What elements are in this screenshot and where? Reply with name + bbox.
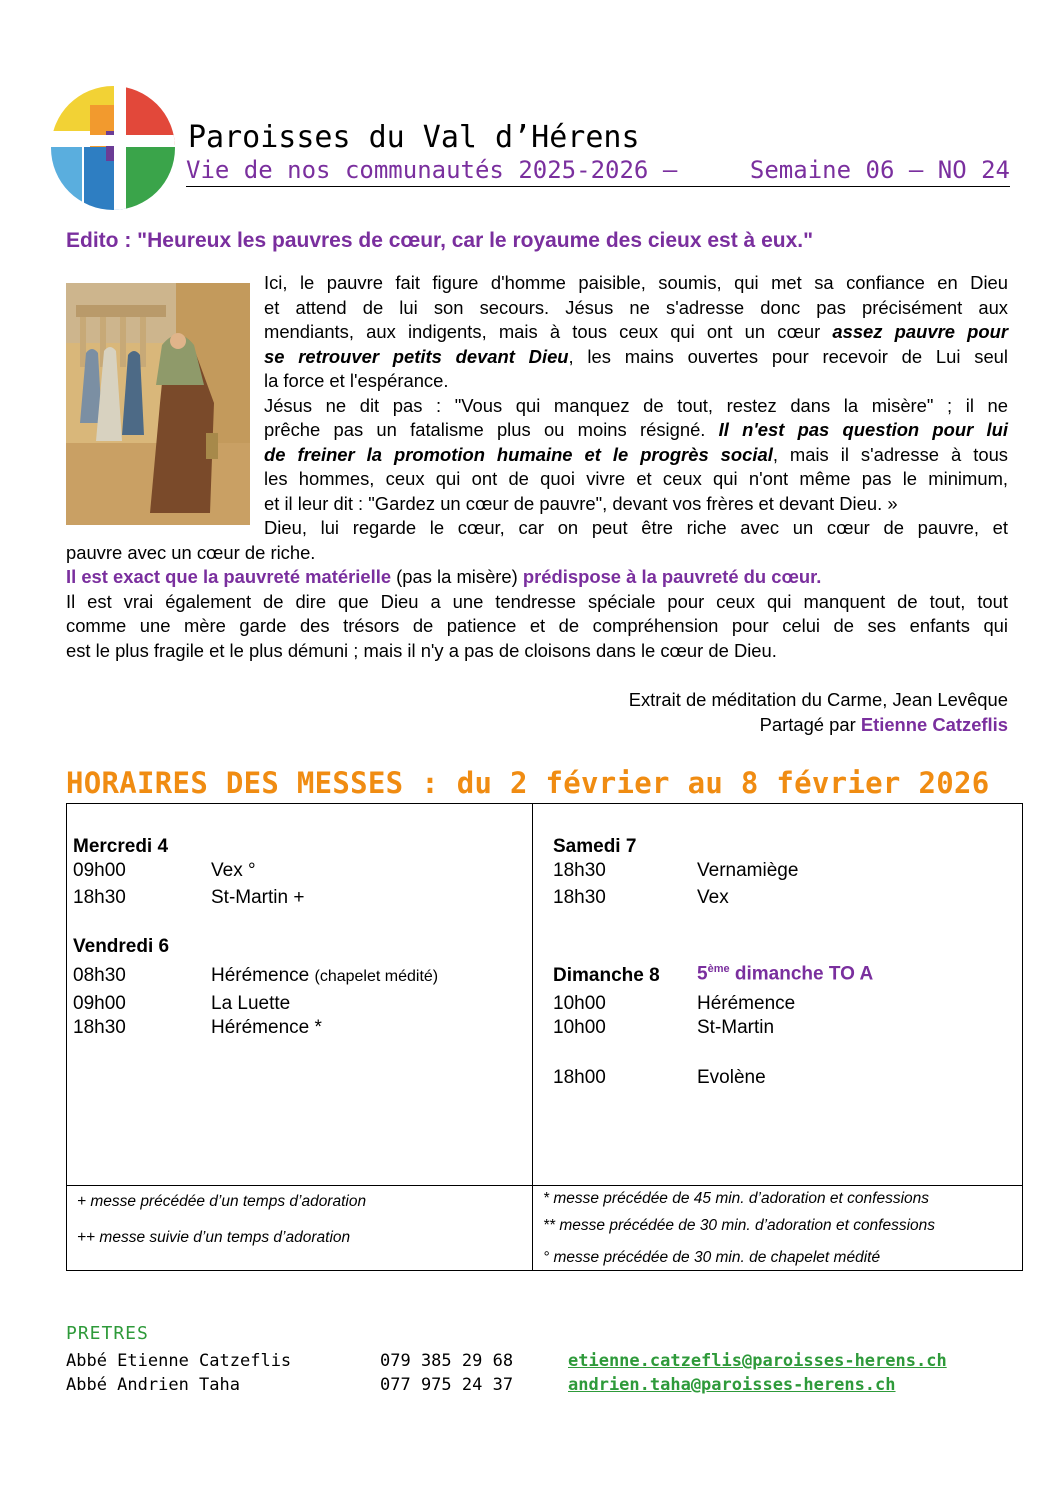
priest-name: Abbé Etienne Catzeflis — [66, 1351, 292, 1371]
edito-p2-line1: Jésus ne dit pas : "Vous qui manquez de tout, restez dans la misère" ; il ne — [264, 395, 1008, 416]
mass-schedule-title: HORAIRES DES MESSES : du 2 février au 8 février 2026 — [66, 766, 990, 800]
mass-time: 09h00 — [73, 860, 126, 881]
edito-p5-line1: Il est vrai également de dire que Dieu a une tendresse spéciale pour ceux qui manquent de tout, tout — [66, 591, 1008, 612]
text-span: , les mains ouvertes pour recevoir de Lui seul — [568, 346, 1008, 367]
edito-p1-line5: la force et l'espérance. — [264, 370, 449, 391]
highlight-span: prédispose à la pauvreté du cœur. — [522, 566, 822, 587]
edito-p2-line3 — [264, 443, 1008, 468]
mass-time: 10h00 — [553, 1017, 606, 1038]
edito-p2-line2 — [264, 418, 1008, 443]
text-span: mendiants, aux indigents, mais à tous ceux qui ont un cœur — [264, 321, 833, 342]
legend-note: ++ messe suivie d’un temps d’adoration — [77, 1229, 351, 1246]
edito-source: Extrait de méditation du Carme, Jean Levêque — [628, 689, 1008, 710]
mass-place: Vex ° — [211, 860, 256, 881]
legend-note: ** messe précédée de 30 min. d’adoration et confessions — [543, 1217, 936, 1234]
edito-p2-line4: les hommes, ceux qui ont de quoi vivre et ceux qui n'ont même pas le minimum, — [264, 468, 1008, 489]
priest-email-link[interactable]: etienne.catzeflis@paroisses-herens.ch — [568, 1351, 947, 1371]
mass-time: 08h30 — [73, 965, 126, 986]
emphasis-span: se retrouver petits devant Dieu — [264, 346, 569, 367]
text-span: prêche pas un fatalisme plus ou moins résigné. — [264, 419, 719, 440]
text-span: 5 — [697, 963, 708, 985]
emphasis-span: de freiner la promotion humaine et le progrès social — [264, 444, 773, 465]
legend-note: * messe précédée de 45 min. d’adoration et confessions — [543, 1190, 930, 1207]
edito-p5-line2: comme une mère garde des trésors de patience et de compréhension pour celui de ses enfants qui — [66, 615, 1008, 636]
mass-place: St-Martin — [697, 1017, 775, 1038]
text-span: , mais il s'adresse à tous — [772, 444, 1009, 465]
edito-p5-line3: est le plus fragile et le plus démuni ; mais il n'y a pas de cloisons dans le cœur de Dieu. — [66, 640, 777, 661]
text-span: (pas la misère) — [391, 566, 523, 587]
mass-time: 10h00 — [553, 993, 606, 1014]
mass-time: 18h30 — [73, 1017, 126, 1038]
column-divider — [532, 804, 533, 1270]
text-span: dimanche TO A — [729, 963, 874, 985]
priest-name: Abbé Andrien Taha — [66, 1375, 240, 1395]
edito-shared-by — [400, 713, 1008, 738]
mass-place: Evolène — [697, 1067, 766, 1088]
mass-time: 18h30 — [73, 887, 126, 908]
edito-p1-line1: Ici, le pauvre fait figure d'homme paisible, soumis, qui met sa confiance en Dieu — [264, 272, 1008, 293]
emphasis-span: Il n'est pas question pour lui — [718, 419, 1008, 440]
priest-phone: 077 975 24 37 — [380, 1375, 514, 1395]
edito-p2-line5: et il leur dit : "Gardez un cœur de pauvre", devant vos frères et devant Dieu. » — [264, 493, 898, 514]
day-heading: Samedi 7 — [553, 836, 637, 857]
highlight-span: Il est exact que la pauvreté matérielle — [66, 566, 392, 587]
text-span: Partagé par — [759, 714, 861, 735]
text-span: Hérémence — [211, 965, 315, 986]
emphasis-span: assez pauvre pour — [832, 321, 1008, 342]
priest-phone: 079 385 29 68 — [380, 1351, 514, 1371]
mass-place: St-Martin + — [211, 887, 305, 908]
mass-place: La Luette — [211, 993, 291, 1014]
parish-logo — [50, 85, 176, 211]
edito-p1-line4 — [264, 345, 1008, 370]
day-heading: Dimanche 8 — [553, 965, 660, 986]
edito-p1-line3 — [264, 320, 1008, 345]
ordinal-suffix: ème — [707, 963, 730, 975]
priests-title: PRETRES — [66, 1323, 149, 1344]
page-subtitle — [186, 156, 1010, 187]
mass-time: 18h30 — [553, 887, 606, 908]
edito-p3-line1: Dieu, lui regarde le cœur, car on peut être riche avec un cœur de pauvre, et — [264, 517, 1008, 538]
mass-place: Vex — [697, 887, 729, 908]
mass-time: 18h30 — [553, 860, 606, 881]
week-number: Semaine 06 – NO 24 — [749, 156, 1010, 184]
day-heading: Vendredi 6 — [73, 936, 170, 957]
mass-place — [211, 965, 438, 987]
legend-note: + messe précédée d’un temps d’adoration — [77, 1193, 367, 1210]
edito-p4 — [66, 565, 821, 590]
edito-p1-line2: et attend de lui son secours. Jésus ne s'adresse donc pas précisément aux — [264, 297, 1008, 318]
edito-illustration — [66, 283, 250, 525]
page-title: Paroisses du Val d’Hérens — [188, 120, 640, 155]
author-name: Etienne Catzeflis — [860, 714, 1008, 735]
subtitle-text: Vie de nos communautés 2025-2026 – — [186, 156, 678, 184]
notes-divider — [67, 1185, 1022, 1186]
mass-time: 09h00 — [73, 993, 126, 1014]
legend-note: ° messe précédée de 30 min. de chapelet médité — [543, 1249, 881, 1266]
mass-note: (chapelet médité) — [314, 968, 439, 985]
mass-place: Hérémence * — [211, 1017, 322, 1038]
mass-place: Hérémence — [697, 993, 796, 1014]
priest-email-link[interactable]: andrien.taha@paroisses-herens.ch — [568, 1375, 896, 1395]
mass-time: 18h00 — [553, 1067, 606, 1088]
mass-place: Vernamiège — [697, 860, 799, 881]
liturgical-feast — [697, 963, 873, 985]
edito-p3-line2: pauvre avec un cœur de riche. — [66, 542, 316, 563]
day-heading: Mercredi 4 — [73, 836, 169, 857]
edito-title: Edito : "Heureux les pauvres de cœur, car le royaume des cieux est à eux." — [66, 229, 814, 252]
mass-schedule-table — [66, 803, 1023, 1271]
